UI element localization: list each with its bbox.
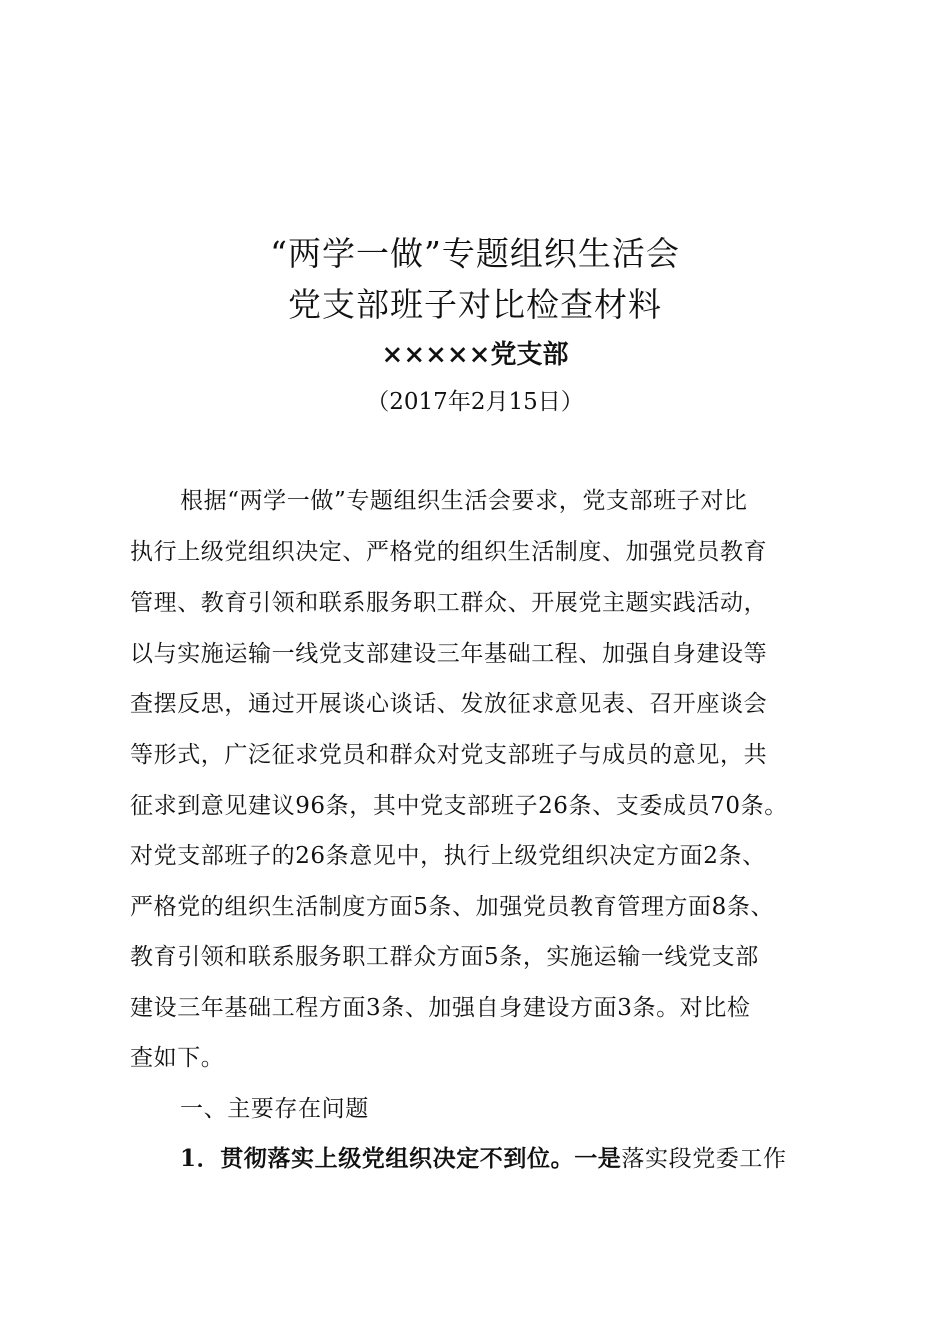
paragraph-line: 管理、教育引领和联系服务职工群众、开展党主题实践活动， (130, 590, 768, 616)
document-title-line-1: “两学一做”专题组织生活会 (270, 234, 680, 273)
paragraph-line: 以与实施运输一线党支部建设三年基础工程、加强自身建设等 (130, 641, 768, 667)
document-date: （2017年2月15日） (366, 389, 584, 415)
document-title-line-2: 党支部班子对比检查材料 (288, 285, 662, 324)
paragraph-line: 征求到意见建议96条，其中党支部班子26条、支委成员70条。 (130, 793, 788, 819)
paragraph-line: 等形式，广泛征求党员和群众对党支部班子与成员的意见，共 (130, 742, 768, 768)
item-1-heading: 1．贯彻落实上级党组织决定不到位。一是 (180, 1145, 622, 1172)
item-1-line (180, 1142, 787, 1176)
paragraph-line: 查如下。 (130, 1045, 225, 1071)
paragraph-line: 对党支部班子的26条意见中，执行上级党组织决定方面2条、 (130, 843, 766, 869)
paragraph-line: 执行上级党组织决定、严格党的组织生活制度、加强党员教育 (130, 539, 768, 565)
item-1-text: 落实段党委工作 (621, 1146, 787, 1172)
organization-name: ×××××党支部 (381, 340, 569, 370)
paragraph-line: 查摆反思，通过开展谈心谈话、发放征求意见表、召开座谈会 (130, 691, 768, 717)
paragraph-line: 根据“两学一做”专题组织生活会要求，党支部班子对比 (180, 488, 748, 514)
paragraph-line: 教育引领和联系服务职工群众方面5条，实施运输一线党支部 (130, 944, 759, 970)
section-heading: 一、主要存在问题 (180, 1096, 369, 1122)
paragraph-line: 建设三年基础工程方面3条、加强自身建设方面3条。对比检 (130, 995, 751, 1021)
paragraph-line: 严格党的组织生活制度方面5条、加强党员教育管理方面8条、 (130, 894, 775, 920)
